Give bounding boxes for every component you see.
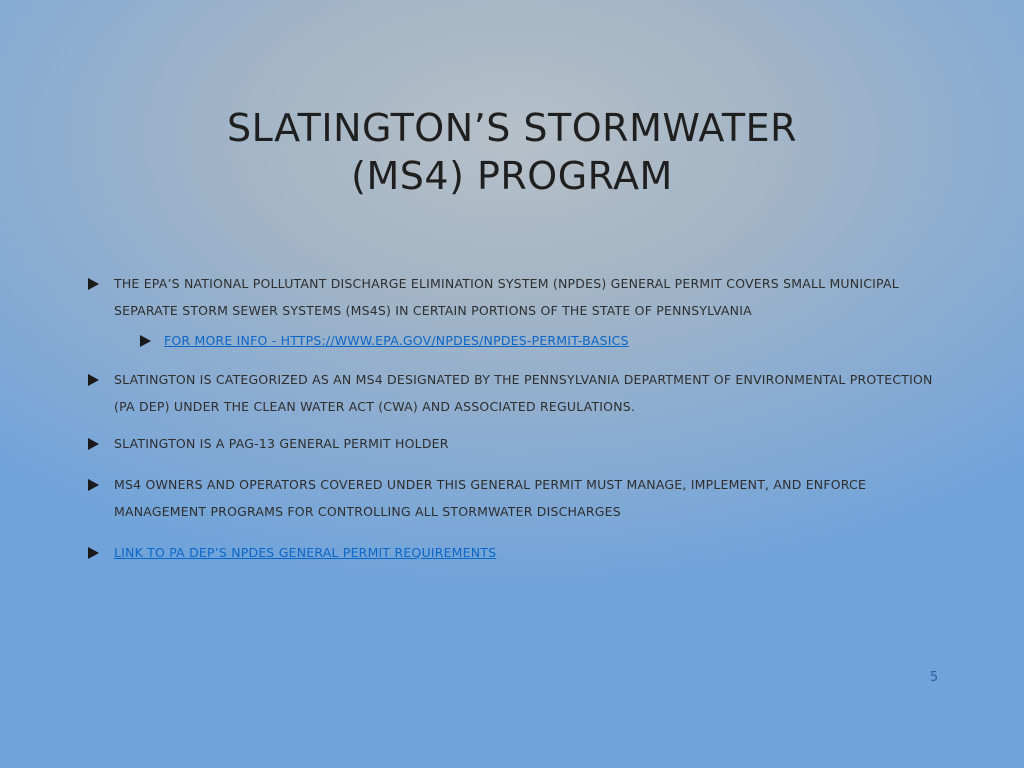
bullet-pag13-holder xyxy=(88,430,948,457)
bullet-text: THE EPA’S NATIONAL POLLUTANT DISCHARGE ELIMINATION SYSTEM (NPDES) GENERAL PERMIT COVERS SMALL MUNICIPAL SEPARATE STORM SEWER SYSTEMS (MS4S) IN CERTAIN PORTIONS OF THE STATE OF PENNSYLVANIA xyxy=(114,276,899,318)
slide-content xyxy=(88,270,948,566)
triangle-right-icon xyxy=(140,335,151,347)
triangle-right-icon xyxy=(88,547,99,559)
triangle-right-icon xyxy=(88,479,99,491)
pa-dep-requirements-link[interactable]: LINK TO PA DEP’S NPDES GENERAL PERMIT REQUIREMENTS xyxy=(114,545,497,560)
triangle-right-icon xyxy=(88,374,99,386)
slide-title xyxy=(112,104,912,200)
bullet-npdes-permit xyxy=(88,270,948,324)
triangle-right-icon xyxy=(88,278,99,290)
bullet-pa-dep-link xyxy=(88,539,948,566)
bullet-text: MS4 OWNERS AND OPERATORS COVERED UNDER THIS GENERAL PERMIT MUST MANAGE, IMPLEMENT, AND ENFORCE MANAGEMENT PROGRAMS FOR CONTROLLING ALL STORMWATER DISCHARGES xyxy=(114,477,867,519)
epa-more-info-link[interactable]: FOR MORE INFO - HTTPS://WWW.EPA.GOV/NPDES/NPDES-PERMIT-BASICS xyxy=(164,333,629,348)
bullet-text: SLATINGTON IS CATEGORIZED AS AN MS4 DESIGNATED BY THE PENNSYLVANIA DEPARTMENT OF ENVIRONMENTAL PROTECTION (PA DEP) UNDER THE CLEAN WATER ACT (CWA) AND ASSOCIATED REGULATIONS. xyxy=(114,372,933,414)
page-number: 5 xyxy=(929,670,939,685)
slide-title-line-1: SLATINGTON’S STORMWATER xyxy=(226,106,798,150)
sub-bullet-more-info xyxy=(88,327,948,354)
slide-title-line-2: (MS4) PROGRAM xyxy=(351,154,673,198)
triangle-right-icon xyxy=(88,438,99,450)
bullet-owners-operators xyxy=(88,471,948,525)
bullet-text: SLATINGTON IS A PAG-13 GENERAL PERMIT HOLDER xyxy=(114,436,449,451)
bullet-ms4-designation xyxy=(88,366,948,420)
